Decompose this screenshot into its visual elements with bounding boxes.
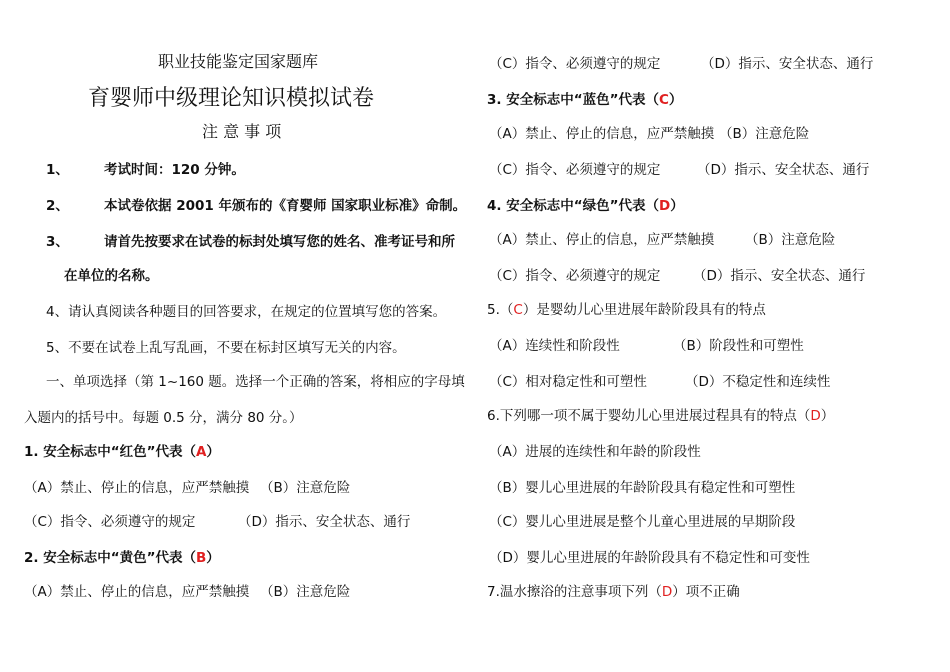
question-6-option-a: （A）进展的连续性和年龄的阶段性 (489, 444, 701, 460)
question-3-answer: C (658, 92, 669, 108)
question-4-option-b: （B）注意危险 (745, 232, 836, 248)
question-6-option-d: （D）婴儿心里进展的年龄阶段具有不稳定性和可变性 (489, 550, 810, 566)
header-small: 职业技能鉴定国家题库 (158, 52, 319, 71)
note-3-number: 3、 (46, 234, 69, 250)
note-1-text: 考试时间：120 分钟。 (104, 162, 245, 178)
question-4-stem: 4. 安全标志中“绿色”代表（D） (487, 198, 684, 214)
question-1-option-b: （B）注意危险 (260, 480, 351, 496)
notes-heading: 注 意 事 项 (202, 122, 282, 141)
question-1-stem: 1. 安全标志中“红色”代表（A） (24, 444, 220, 460)
question-3-stem: 3. 安全标志中“蓝色”代表（C） (487, 92, 683, 108)
question-2-option-c: （C）指令、必须遵守的规定 (489, 56, 661, 72)
question-2-stem: 2. 安全标志中“黄色”代表（B） (24, 550, 220, 566)
question-5-stem: 5.（C）是婴幼儿心里进展年龄阶段具有的特点 (487, 302, 766, 318)
note-3-continuation: 在单位的名称。 (64, 268, 159, 284)
question-3-option-b: （B）注意危险 (719, 126, 810, 142)
question-6-option-c: （C）婴儿心里进展是整个儿童心里进展的早期阶段 (489, 514, 796, 530)
question-3-option-a: （A）禁止、停止的信息，应严禁触摸 (489, 126, 715, 142)
question-6-stem: 6.下列哪一项不属于婴幼儿心里进展过程具有的特点（D） (487, 408, 835, 424)
question-3-option-d: （D）指示、安全状态、通行 (697, 162, 870, 178)
exam-title: 育婴师中级理论知识模拟试卷 (88, 86, 375, 111)
question-6-option-b: （B）婴儿心里进展的年龄阶段具有稳定性和可塑性 (489, 480, 796, 496)
question-2-option-b: （B）注意危险 (260, 584, 351, 600)
note-3-text: 请首先按要求在试卷的标封处填写您的姓名、准考证号和所 (104, 234, 455, 250)
question-4-option-a: （A）禁止、停止的信息，应严禁触摸 (489, 232, 715, 248)
question-3-option-c: （C）指令、必须遵守的规定 (489, 162, 661, 178)
section-instructions-line2: 入题内的括号中。每题 0.5 分，满分 80 分。） (24, 410, 303, 426)
question-5-option-a: （A）连续性和阶段性 (489, 338, 620, 354)
question-1-option-c: （C）指令、必须遵守的规定 (24, 514, 196, 530)
question-2-answer: B (195, 550, 207, 566)
question-5-answer: C (513, 302, 523, 318)
note-5-text: 5、不要在试卷上乱写乱画，不要在标封区填写无关的内容。 (46, 340, 406, 356)
question-1-option-d: （D）指示、安全状态、通行 (238, 514, 411, 530)
question-4-option-d: （D）指示、安全状态、通行 (693, 268, 866, 284)
question-4-answer: D (658, 198, 671, 214)
note-1-number: 1、 (46, 162, 69, 178)
note-4-text: 4、请认真阅读各种题目的回答要求，在规定的位置填写您的答案。 (46, 304, 447, 320)
question-2-option-d: （D）指示、安全状态、通行 (701, 56, 874, 72)
question-1-option-a: （A）禁止、停止的信息，应严禁触摸 (24, 480, 250, 496)
question-6-answer: D (810, 408, 821, 424)
note-2-number: 2、 (46, 198, 69, 214)
question-2-option-a: （A）禁止、停止的信息，应严禁触摸 (24, 584, 250, 600)
question-7-stem: 7.温水擦浴的注意事项下列（D）项不正确 (487, 584, 740, 600)
question-7-answer: D (661, 584, 673, 600)
note-2-text: 本试卷依据 2001 年颁布的《育婴师 国家职业标准》命制。 (104, 198, 467, 214)
question-5-option-b: （B）阶段性和可塑性 (673, 338, 804, 354)
question-5-option-c: （C）相对稳定性和可塑性 (489, 374, 647, 390)
question-1-answer: A (195, 444, 207, 460)
question-4-option-c: （C）指令、必须遵守的规定 (489, 268, 661, 284)
question-5-option-d: （D）不稳定性和连续性 (685, 374, 831, 390)
section-instructions-line1: 一、单项选择（第 1~160 题。选择一个正确的答案，将相应的字母填 (46, 374, 465, 390)
